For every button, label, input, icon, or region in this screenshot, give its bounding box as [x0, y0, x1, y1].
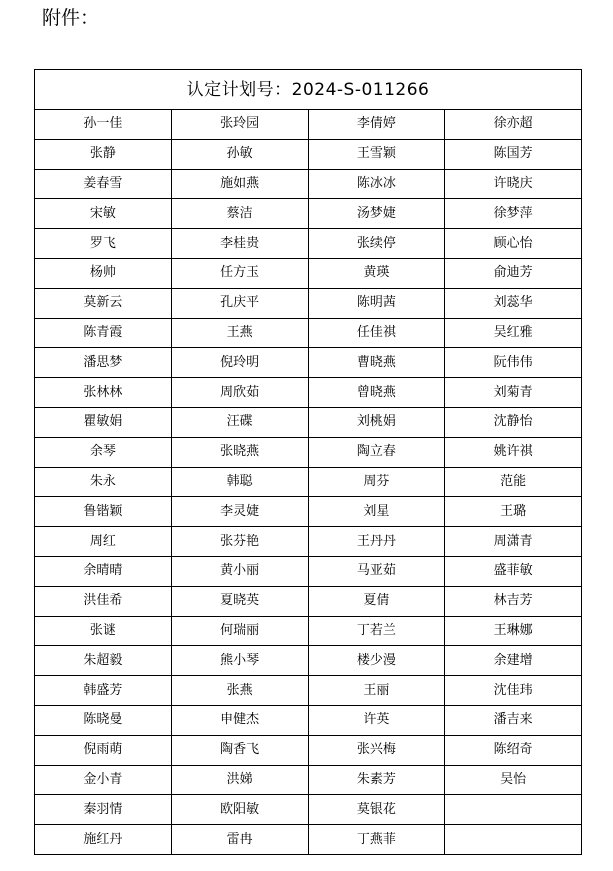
name-cell: 丁若兰: [308, 616, 445, 646]
name-cell: 楼少漫: [308, 646, 445, 676]
name-cell: 孙敏: [171, 139, 308, 169]
table-row: [35, 318, 582, 348]
name-cell: 鲁锴颖: [35, 497, 172, 527]
name-cell: 沈静怡: [445, 407, 582, 437]
name-cell: 秦羽情: [35, 795, 172, 825]
name-cell: 施红丹: [35, 825, 172, 855]
name-cell: 顾心怡: [445, 229, 582, 259]
name-cell: 熊小琴: [171, 646, 308, 676]
name-cell: 吴红雅: [445, 318, 582, 348]
name-cell: 施如燕: [171, 169, 308, 199]
table-row: [35, 765, 582, 795]
name-cell: 徐梦萍: [445, 199, 582, 229]
name-cell: 洪佳希: [35, 586, 172, 616]
name-cell: 张玲园: [171, 110, 308, 140]
name-cell: 姚许祺: [445, 437, 582, 467]
name-cell: 曹晓燕: [308, 348, 445, 378]
table-row: [35, 258, 582, 288]
name-cell: 李桂贵: [171, 229, 308, 259]
name-cell: 盛菲敏: [445, 556, 582, 586]
name-cell: 汪碟: [171, 407, 308, 437]
name-cell: 陶立春: [308, 437, 445, 467]
name-cell: 许英: [308, 705, 445, 735]
name-cell: 张燕: [171, 676, 308, 706]
name-cell: 雷冉: [171, 825, 308, 855]
table-row: [35, 795, 582, 825]
name-cell: 莫银花: [308, 795, 445, 825]
name-cell: 周欣茹: [171, 378, 308, 408]
name-cell: 莫新云: [35, 288, 172, 318]
table-row: [35, 616, 582, 646]
table-row: [35, 288, 582, 318]
name-cell: 王丽: [308, 676, 445, 706]
name-cell: 金小青: [35, 765, 172, 795]
name-cell: 王燕: [171, 318, 308, 348]
plan-number-title: 认定计划号：2024-S-011266: [35, 70, 582, 110]
table-row: [35, 110, 582, 140]
name-cell: 张芬艳: [171, 527, 308, 557]
name-cell: 丁燕菲: [308, 825, 445, 855]
name-cell: 任佳祺: [308, 318, 445, 348]
name-cell: 潘吉来: [445, 705, 582, 735]
name-cell: 余建增: [445, 646, 582, 676]
name-cell: 汤梦婕: [308, 199, 445, 229]
name-cell: 蔡洁: [171, 199, 308, 229]
name-cell: 陈明茜: [308, 288, 445, 318]
name-cell: 陈绍奇: [445, 735, 582, 765]
name-cell: 周红: [35, 527, 172, 557]
name-cell: 许晓庆: [445, 169, 582, 199]
name-cell: 周潇青: [445, 527, 582, 557]
table-row: [35, 407, 582, 437]
name-cell: 倪雨萌: [35, 735, 172, 765]
name-cell: 刘蕊华: [445, 288, 582, 318]
name-cell: 李倩婷: [308, 110, 445, 140]
name-cell: 王丹丹: [308, 527, 445, 557]
attachment-label: 附件：: [42, 7, 100, 29]
name-cell: 朱超毅: [35, 646, 172, 676]
name-cell: 宋敏: [35, 199, 172, 229]
name-cell: 倪玲明: [171, 348, 308, 378]
name-cell: 陈青霞: [35, 318, 172, 348]
name-cell: 余琴: [35, 437, 172, 467]
table-row: [35, 705, 582, 735]
name-cell: 欧阳敏: [171, 795, 308, 825]
table-row: [35, 676, 582, 706]
name-cell: 张续停: [308, 229, 445, 259]
name-roster-table: [34, 69, 582, 855]
name-cell: 张兴梅: [308, 735, 445, 765]
table-row: [35, 199, 582, 229]
table-row: [35, 646, 582, 676]
name-cell: 张林林: [35, 378, 172, 408]
name-cell: 曾晓燕: [308, 378, 445, 408]
name-cell: 范能: [445, 467, 582, 497]
name-cell: 王琳娜: [445, 616, 582, 646]
name-cell: 王雪颖: [308, 139, 445, 169]
name-cell: 俞迪芳: [445, 258, 582, 288]
name-cell: 朱素芳: [308, 765, 445, 795]
name-cell: 周芬: [308, 467, 445, 497]
name-cell: 马亚茹: [308, 556, 445, 586]
name-cell: 张晓燕: [171, 437, 308, 467]
name-cell: 何瑞丽: [171, 616, 308, 646]
table-row: [35, 139, 582, 169]
name-cell: 陈冰冰: [308, 169, 445, 199]
name-cell: 杨帅: [35, 258, 172, 288]
name-cell: 瞿敏娟: [35, 407, 172, 437]
table-row: [35, 556, 582, 586]
name-cell: [445, 795, 582, 825]
name-cell: 夏晓英: [171, 586, 308, 616]
name-cell: 黄小丽: [171, 556, 308, 586]
name-cell: 刘星: [308, 497, 445, 527]
name-cell: 张谜: [35, 616, 172, 646]
table-row: [35, 169, 582, 199]
name-cell: 罗飞: [35, 229, 172, 259]
table-row: [35, 378, 582, 408]
table-row: [35, 467, 582, 497]
name-cell: 夏倩: [308, 586, 445, 616]
name-cell: 韩盛芳: [35, 676, 172, 706]
table-row: [35, 497, 582, 527]
name-cell: [445, 825, 582, 855]
name-cell: 黄瑛: [308, 258, 445, 288]
table-row: [35, 825, 582, 855]
name-cell: 孔庆平: [171, 288, 308, 318]
name-cell: 刘菊青: [445, 378, 582, 408]
name-cell: 洪娣: [171, 765, 308, 795]
name-cell: 陈国芳: [445, 139, 582, 169]
name-cell: 申健杰: [171, 705, 308, 735]
name-cell: 韩聪: [171, 467, 308, 497]
name-cell: 林吉芳: [445, 586, 582, 616]
table-row: [35, 735, 582, 765]
name-cell: 吴怡: [445, 765, 582, 795]
name-cell: 姜春雪: [35, 169, 172, 199]
name-cell: 阮伟伟: [445, 348, 582, 378]
name-cell: 余晴晴: [35, 556, 172, 586]
name-cell: 张静: [35, 139, 172, 169]
table-row: [35, 229, 582, 259]
name-cell: 沈佳玮: [445, 676, 582, 706]
name-cell: 孙一佳: [35, 110, 172, 140]
table-row: [35, 437, 582, 467]
name-cell: 徐亦超: [445, 110, 582, 140]
name-cell: 李灵婕: [171, 497, 308, 527]
name-cell: 任方玉: [171, 258, 308, 288]
name-cell: 陈晓曼: [35, 705, 172, 735]
name-cell: 陶香飞: [171, 735, 308, 765]
name-cell: 王璐: [445, 497, 582, 527]
table-title-row: [35, 70, 582, 110]
table-row: [35, 527, 582, 557]
table-row: [35, 586, 582, 616]
table-row: [35, 348, 582, 378]
name-cell: 朱永: [35, 467, 172, 497]
name-cell: 潘思梦: [35, 348, 172, 378]
name-cell: 刘桃娟: [308, 407, 445, 437]
